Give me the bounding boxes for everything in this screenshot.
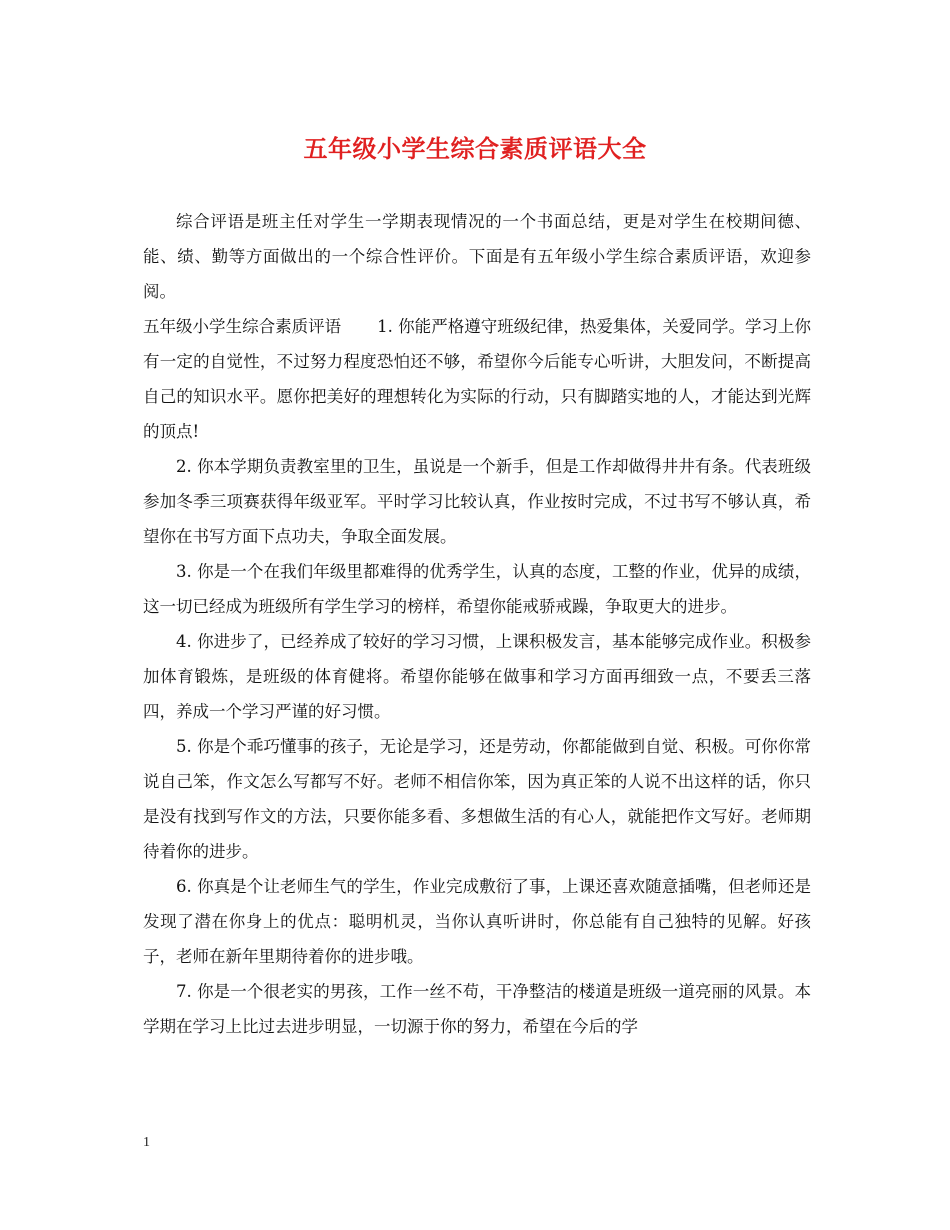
item-2-paragraph: 2. 你本学期负责教室里的卫生，虽说是一个新手，但是工作却做得井井有条。代表班级参加冬季三项赛获得年级亚军。平时学习比较认真，作业按时完成，不过书写不够认真，希望你在书写方面下点功夫，争取全面发展。 xyxy=(143,457,811,546)
page-number: 1 xyxy=(143,1135,150,1150)
intro-paragraph: 综合评语是班主任对学生一学期表现情况的一个书面总结，更是对学生在校期间德、能、绩、勤等方面做出的一个综合性评价。下面是有五年级小学生综合素质评语，欢迎参阅。 xyxy=(143,212,811,301)
first-item-paragraph xyxy=(143,309,811,449)
document-title: 五年级小学生综合素质评语大全 xyxy=(303,134,647,163)
item-3-paragraph: 3. 你是一个在我们年级里都难得的优秀学生，认真的态度，工整的作业，优异的成绩，这一切已经成为班级所有学生学习的榜样，希望你能戒骄戒躁，争取更大的进步。 xyxy=(143,562,811,616)
item-5-paragraph: 5. 你是个乖巧懂事的孩子，无论是学习，还是劳动，你都能做到自觉、积极。可你你常说自己笨，作文怎么写都写不好。老师不相信你笨，因为真正笨的人说不出这样的话，你只是没有找到写作文的方法，只要你能多看、多想做生活的有心人，就能把作文写好。老师期待着你的进步。 xyxy=(143,737,811,861)
section-heading: 五年级小学生综合素质评语 xyxy=(143,317,342,336)
item-4-paragraph: 4. 你进步了，已经养成了较好的学习习惯，上课积极发言，基本能够完成作业。积极参加体育锻炼，是班级的体育健将。希望你能够在做事和学习方面再细致一点，不要丢三落四，养成一个学习严谨的好习惯。 xyxy=(143,632,811,721)
item-1-text: 1. 你能严格遵守班级纪律，热爱集体，关爱同学。学习上你有一定的自觉性，不过努力程度恐怕还不够，希望你今后能专心听讲，大胆发问，不断提高自己的知识水平。愿你把美好的理想转化为实际的行动，只有脚踏实地的人，才能达到光辉的顶点! xyxy=(143,317,811,441)
document-body xyxy=(143,204,811,1044)
item-7-paragraph: 7. 你是一个很老实的男孩，工作一丝不苟，干净整洁的楼道是班级一道亮丽的风景。本学期在学习上比过去进步明显，一切源于你的努力，希望在今后的学 xyxy=(143,982,811,1036)
item-6-paragraph: 6. 你真是个让老师生气的学生，作业完成敷衍了事，上课还喜欢随意插嘴，但老师还是发现了潜在你身上的优点：聪明机灵，当你认真听讲时，你总能有自己独特的见解。好孩子，老师在新年里期待着你的进步哦。 xyxy=(143,877,811,966)
